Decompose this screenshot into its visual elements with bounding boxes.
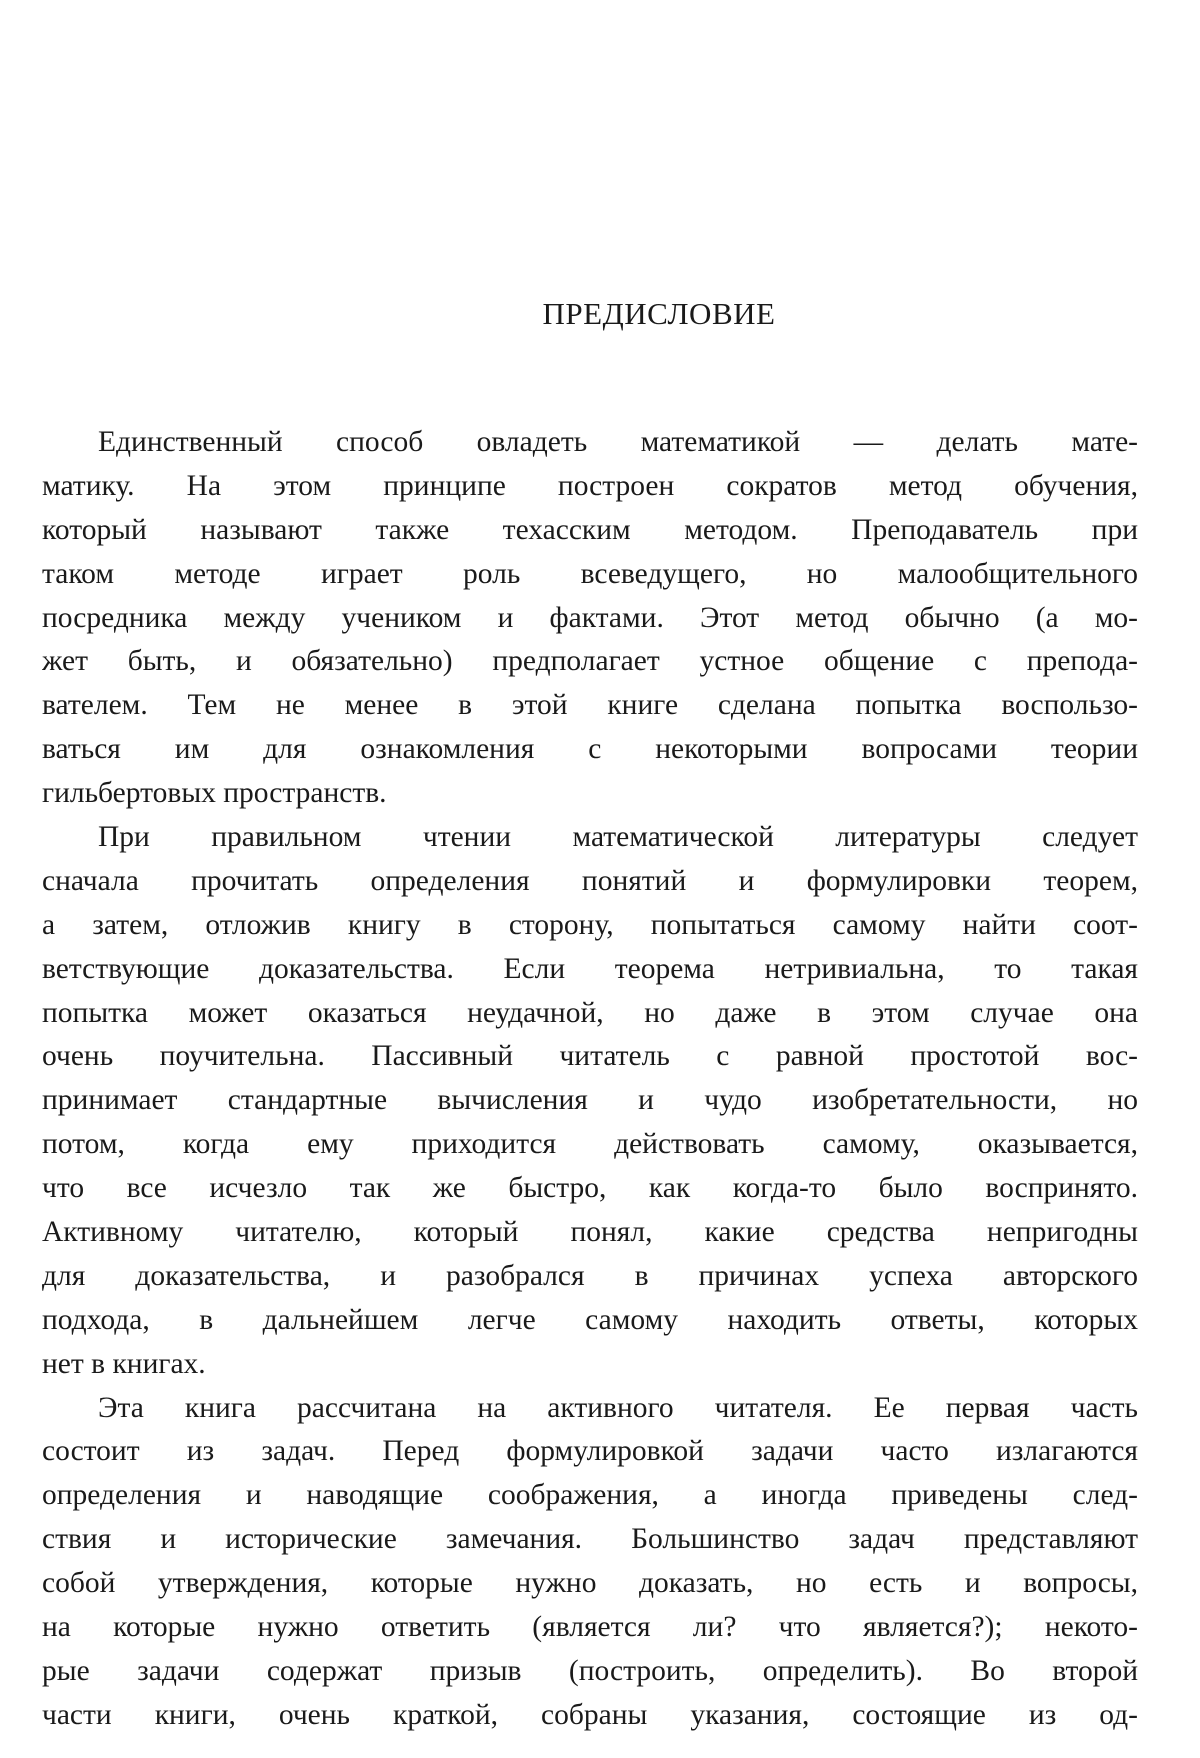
text-line: собой утверждения, которые нужно доказать, но есть и вопросы, [42, 1567, 1138, 1600]
text-line: жет быть, и обязательно) предполагает устное общение с препода- [42, 645, 1138, 678]
text-line: вателем. Тем не менее в этой книге сделана попытка воспользо- [42, 689, 1138, 722]
text-line: ваться им для ознакомления с некоторыми вопросами теории [42, 733, 1138, 766]
text-line: принимает стандартные вычисления и чудо изобретательности, но [42, 1084, 1138, 1117]
text-line: сначала прочитать определения понятий и формулировки теорем, [42, 864, 1138, 897]
page-title: ПРЕДИСЛОВИЕ [542, 296, 776, 331]
text-line: состоит из задач. Перед формулировкой задачи часто излагаются [42, 1435, 1138, 1468]
text-line: таком методе играет роль всеведущего, но малообщительного [42, 557, 1138, 590]
text-line: посредника между учеником и фактами. Этот метод обычно (а мо- [42, 601, 1138, 634]
text-line: потом, когда ему приходится действовать самому, оказывается, [42, 1128, 1138, 1161]
text-line: очень поучительна. Пассивный читатель с равной простотой вос- [42, 1040, 1138, 1073]
text-line: на которые нужно ответить (является ли? что является?); некото- [42, 1611, 1138, 1644]
text-line: рые задачи содержат призыв (построить, определить). Во второй [42, 1654, 1138, 1687]
text-line: ветствующие доказательства. Если теорема нетривиальна, то такая [42, 952, 1138, 985]
text-line: ствия и исторические замечания. Большинство задач представляют [42, 1523, 1138, 1556]
text-line: который называют также техасским методом. Преподаватель при [42, 513, 1138, 546]
text-line: что все исчезло так же быстро, как когда-то было воспринято. [42, 1172, 1138, 1205]
text-line: При правильном чтении математической литературы следует [98, 821, 1138, 854]
text-line: матику. На этом принципе построен сократов метод обучения, [42, 469, 1138, 502]
text-line: Активному читателю, который понял, какие средства непригодны [42, 1216, 1138, 1249]
text-line: для доказательства, и разобрался в причинах успеха авторского [42, 1259, 1138, 1292]
text-line: попытка может оказаться неудачной, но даже в этом случае она [42, 996, 1138, 1029]
text-line: части книги, очень краткой, собраны указания, состоящие из од- [42, 1698, 1138, 1731]
text-line: Эта книга рассчитана на активного читателя. Ее первая часть [98, 1391, 1138, 1424]
text-line: определения и наводящие соображения, а иногда приведены след- [42, 1479, 1138, 1512]
text-line: а затем, отложив книгу в сторону, попытаться самому найти соот- [42, 908, 1138, 941]
text-line: нет в книгах. [42, 1347, 206, 1380]
text-line: гильбертовых пространств. [42, 777, 387, 810]
text-line: подхода, в дальнейшем легче самому находить ответы, которых [42, 1303, 1138, 1336]
text-line: Единственный способ овладеть математикой — делать мате- [98, 426, 1138, 458]
preface-text [42, 421, 1138, 1738]
